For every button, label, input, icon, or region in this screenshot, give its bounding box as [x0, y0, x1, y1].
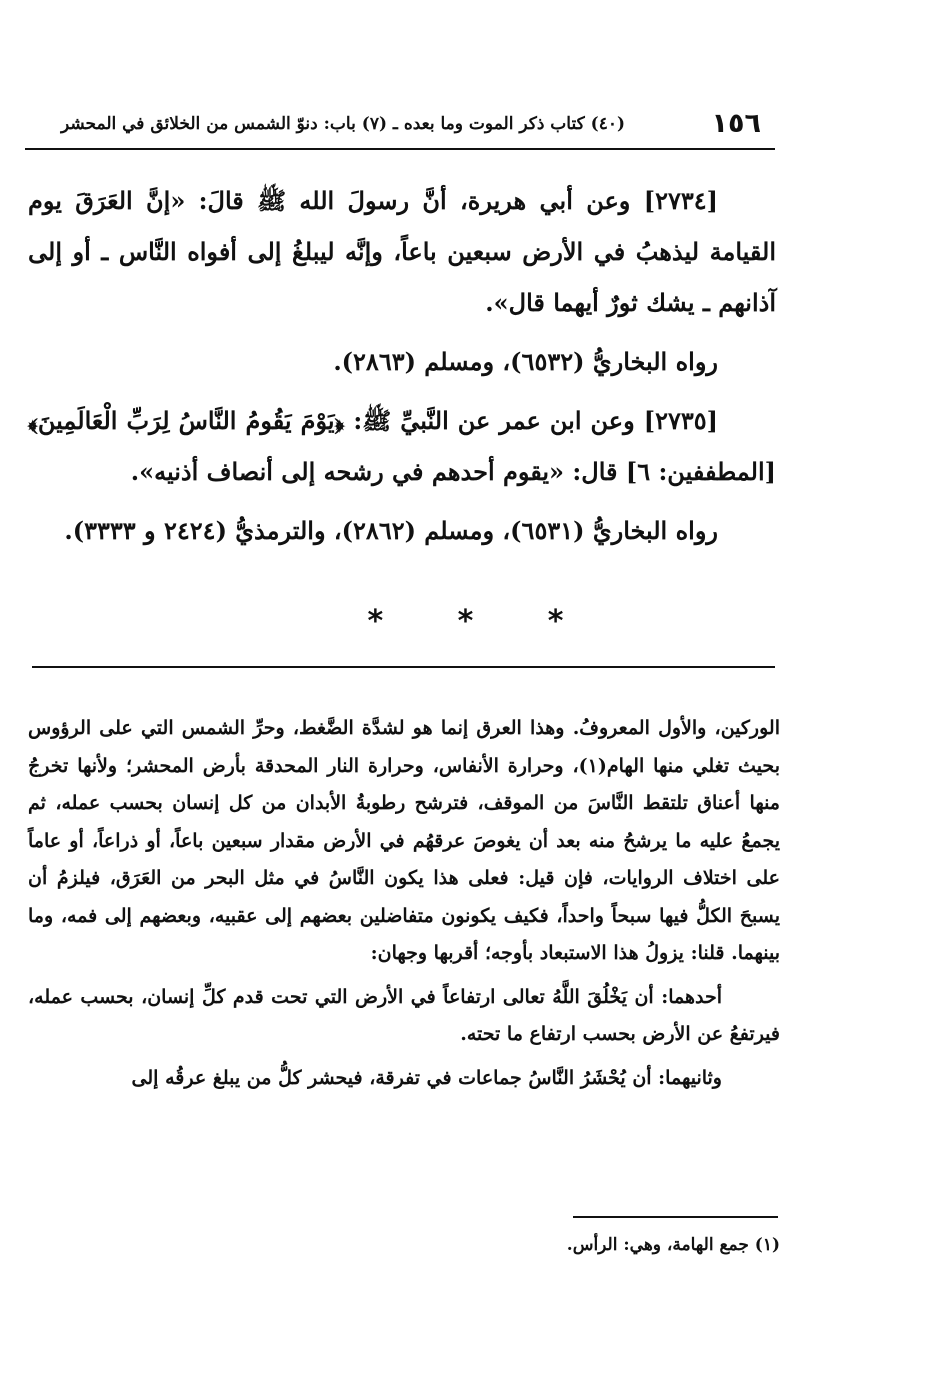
- commentary-paragraph: أحدهما: أن يَخْلُقَ اللَّهُ تعالى ارتفاعاً في الأرض التي تحت قدم كلِّ إنسان، بحسب عمله، فيرتفعُ عن الأرض بحسب ارتفاع ما تحته.: [28, 985, 780, 1045]
- running-title: (٤٠) كتاب ذكر الموت وما بعده ـ (٧) باب: دنوّ الشمس من الخلائق في المحشر: [60, 114, 625, 134]
- commentary-paragraph: وثانيهما: أن يُحْشَرُ النَّاسُ جماعات في تفرقة، فيحشر كلُّ من يبلغ عرقُه إلى: [131, 1066, 722, 1089]
- hadith-2735: [٢٧٣٥] وعن ابن عمر عن النَّبيِّ ﷺ: ﴿يَوْمَ يَقُومُ النَّاسُ لِرَبِّ الْعَالَمِينَ﴾ [المطففين: ٦] قال: «يقوم أحدهم في رشحه إلى أنصاف أذنيه».: [28, 406, 776, 486]
- hadith-section: [28, 175, 776, 564]
- separator-star: *: [367, 604, 384, 639]
- separator-star: *: [457, 604, 474, 639]
- hadith-2735-source: رواه البخاريُّ (٦٥٣١)، ومسلم (٢٨٦٢)، والترمذيُّ (٢٤٢٤ و ٣٣٣٣).: [64, 516, 718, 545]
- header-divider: [25, 148, 775, 150]
- separator-star: *: [547, 604, 564, 639]
- footnote-divider: [573, 1216, 778, 1218]
- commentary-paragraph: الوركين، والأول المعروفُ. وهذا العرق إنما هو لشدَّة الضَّغط، وحرِّ الشمس التي على الرؤوس بحيث تغلي منها الهام(١)، وحرارة الأنفاس، وحرارة النار المحدقة بأرض المحشر؛ ولأنها تخرجُ منها أعناق تلتقط النَّاسَ من الموقف، فترشح رطوبةُ الأبدان من كل إنسان بحسب عمله، ثم يجمعُ عليه ما يرشحُ منه بعد أن يغوصَ عرقهُم في الأرض مقدار سبعين باعاً، أو ذراعاً، أو عاماً على اختلاف الروايات، فإن قيل: فعلى هذا يكون النَّاسُ في مثل البحر من العَرَق، فيلزمُ أن يسبحَ الكلُّ فيها سبحاً واحداً، فكيف يكونون متفاضلين بعضهم إلى عقبيه، وبعضهم إلى فمه، وما بينهما. قلنا: يزولُ هذا الاستبعاد بأوجه؛ أقربها وجهان:: [28, 717, 780, 964]
- page-header: [25, 108, 775, 148]
- section-separator: [0, 604, 931, 639]
- commentary-section: [28, 710, 780, 1103]
- footnote: (١) جمع الهامة، وهي: الرأس.: [566, 1235, 780, 1255]
- hadith-2734: [٢٧٣٤] وعن أبي هريرة، أنَّ رسولَ الله ﷺ قالَ: «إنَّ العَرَقَ يوم القيامة ليذهبُ في الأرض سبعين باعاً، وإنَّه ليبلغُ إلى أفواه النَّاس ـ أو إلى آذانهم ـ يشك ثورٌ أيهما قال».: [28, 186, 776, 317]
- page-number: ١٥٦: [711, 108, 761, 139]
- hadith-2734-source: رواه البخاريُّ (٦٥٣٢)، ومسلم (٢٨٦٣).: [333, 347, 718, 376]
- commentary-divider: [32, 666, 775, 668]
